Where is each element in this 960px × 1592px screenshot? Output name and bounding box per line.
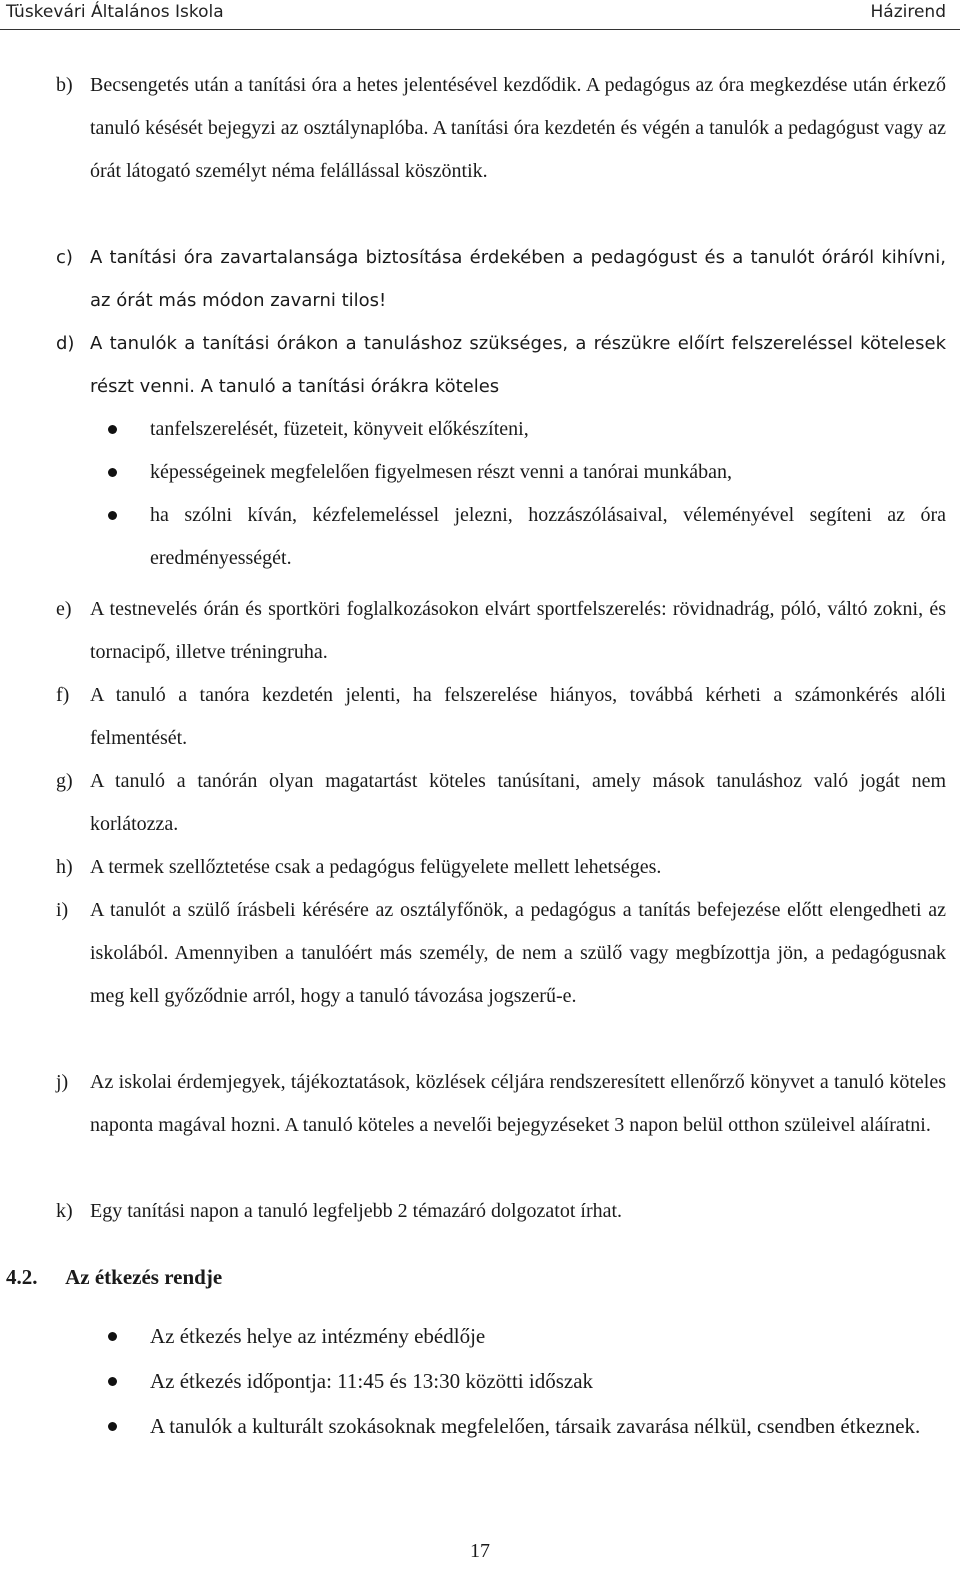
rule-item-b — [56, 64, 946, 193]
item-text: A tanuló a tanóra kezdetén jelenti, ha felszerelése hiányos, továbbá kérheti a számonkérés alóli felmentését. — [90, 684, 946, 749]
bullet-text: Az étkezés helye az intézmény ebédlője — [150, 1324, 486, 1348]
item-label: i) — [56, 899, 69, 921]
rule-item-j — [56, 1061, 946, 1147]
rule-item-i — [56, 889, 946, 1018]
rule-item-h — [56, 846, 946, 889]
item-label: j) — [56, 1071, 69, 1093]
section-number: 4.2. — [6, 1265, 38, 1289]
page-header — [0, 0, 960, 28]
item-label: e) — [56, 598, 72, 620]
list-item — [90, 1314, 946, 1359]
bullet-text: A tanulók a kulturált szokásoknak megfelelően, társaik zavarása nélkül, csendben étkeznek. — [150, 1414, 921, 1438]
rule-item-c — [56, 236, 946, 322]
bullet-text: képességeinek megfelelően figyelmesen részt venni a tanórai munkában, — [150, 461, 732, 483]
bullet-icon — [108, 1377, 117, 1386]
bullet-text: tanfelszerelését, füzeteit, könyveit előkészíteni, — [150, 418, 529, 440]
bullet-icon — [108, 1332, 117, 1341]
bullet-icon — [108, 425, 117, 434]
meal-bullet-list — [90, 1314, 946, 1449]
item-label: c) — [56, 247, 73, 268]
item-text: Az iskolai érdemjegyek, tájékoztatások, közlések céljára rendszeresített ellenőrző könyvet a tanuló köteles naponta magával hozni. A tanuló köteles a nevelői bejegyzéseket 3 napon belül otthon szüleivel aláíratni. — [90, 1071, 946, 1136]
item-label: h) — [56, 856, 73, 878]
bullet-icon — [108, 468, 117, 477]
item-label: d) — [56, 333, 75, 354]
item-text: Becsengetés után a tanítási óra a hetes jelentésével kezdődik. A pedagógus az óra megkezdése után érkező tanuló késését bejegyzi az osztálynaplóba. A tanítási óra kezdetén és végén a tanulók a pedagógust vagy az órát látogató személyt néma felállással köszöntik. — [90, 74, 946, 182]
item-label: b) — [56, 74, 73, 96]
rule-item-k — [56, 1190, 946, 1233]
rule-item-g — [56, 760, 946, 846]
rule-item-f — [56, 674, 946, 760]
item-text: Egy tanítási napon a tanuló legfeljebb 2 témazáró dolgozatot írhat. — [90, 1200, 623, 1222]
item-text: A tanuló a tanórán olyan magatartást köteles tanúsítani, amely mások tanuláshoz való jogát nem korlátozza. — [90, 770, 946, 835]
list-item — [90, 451, 946, 494]
item-label: g) — [56, 770, 73, 792]
bullet-icon — [108, 511, 117, 520]
list-item — [90, 1359, 946, 1404]
rule-item-d — [56, 322, 946, 408]
school-name: Tüskevári Általános Iskola — [6, 2, 224, 22]
bullet-text: Az étkezés időpontja: 11:45 és 13:30 közötti időszak — [150, 1369, 594, 1393]
section-heading — [6, 1262, 222, 1292]
section-title: Az étkezés rendje — [65, 1265, 223, 1289]
item-text: A termek szellőztetése csak a pedagógus felügyelete mellett lehetséges. — [90, 856, 662, 878]
rule-item-e — [56, 588, 946, 674]
bullet-icon — [108, 1422, 117, 1431]
list-item — [90, 494, 946, 580]
list-item — [90, 408, 946, 451]
d-bullet-list — [90, 408, 946, 580]
item-text: A tanulót a szülő írásbeli kérésére az osztályfőnök, a pedagógus a tanítás befejezése előtt elengedheti az iskolából. Amennyiben a tanulóért más személy, de nem a szülő vagy megbízottja jön, a pedagógusnak meg kell győződnie arról, hogy a tanuló távozása jogszerű-e. — [90, 899, 946, 1007]
item-text: A tanulók a tanítási órákon a tanuláshoz szükséges, a részükre előírt felszereléssel kötelesek részt venni. A tanuló a tanítási órákra köteles — [90, 333, 946, 397]
list-item — [90, 1404, 946, 1449]
bullet-text: ha szólni kíván, kézfelemeléssel jelezni, hozzászólásaival, véleményével segíteni az óra eredményességét. — [150, 504, 946, 569]
document-title: Házirend — [870, 2, 946, 22]
item-text: A tanítási óra zavartalansága biztosítása érdekében a pedagógust és a tanulót óráról kihívni, az órát más módon zavarni tilos! — [90, 247, 946, 311]
header-divider — [0, 29, 960, 30]
item-label: f) — [56, 684, 70, 706]
item-text: A testnevelés órán és sportköri foglalkozásokon elvárt sportfelszerelés: rövidnadrág, póló, váltó zokni, és tornacipő, illetve tréningruha. — [90, 598, 946, 663]
item-label: k) — [56, 1200, 73, 1222]
page-number: 17 — [470, 1540, 490, 1562]
